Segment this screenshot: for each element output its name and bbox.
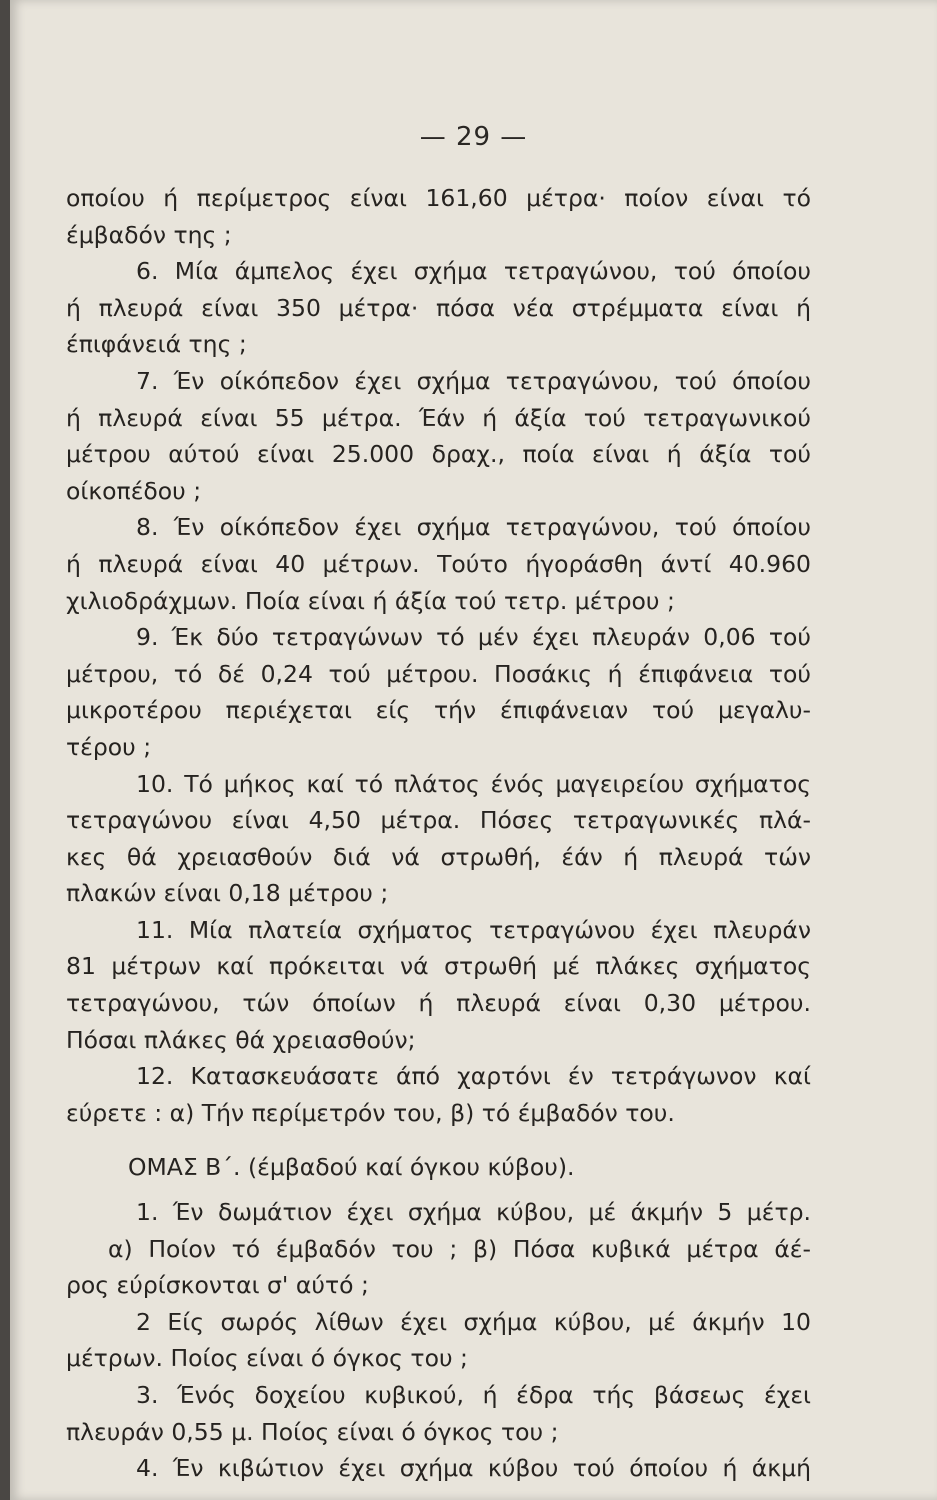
- text-line: πλακών είναι 0,18 μέτρου ;: [66, 879, 389, 908]
- page-number: — 29 —: [419, 122, 528, 152]
- text-line: χιλιοδράχμων. Ποία είναι ή άξία τού τετρ. μέτρου ;: [66, 586, 675, 615]
- text-line: 10. Τό μήκος καί τό πλάτος ένός μαγειρείου σχήματος: [136, 769, 811, 798]
- text-line: εύρετε : α) Τήν περίμετρόν του, β) τό έμβαδόν του.: [66, 1098, 675, 1127]
- text-line: έμβαδόν της ;: [66, 220, 232, 249]
- text-line: τέρου ;: [66, 732, 152, 761]
- text-line: 12. Κατασκευάσατε άπό χαρτόνι έν τετράγωνον καί: [136, 1062, 811, 1091]
- text-line: Πόσαι πλάκες θά χρειασθούν;: [66, 1025, 416, 1054]
- text-line: έπιφάνειά της ;: [66, 330, 247, 359]
- text-line: πλευράν 0,55 μ. Ποίος είναι ό όγκος του ;: [66, 1417, 559, 1446]
- text-line: ή πλευρά είναι 350 μέτρα· πόσα νέα στρέμματα είναι ή: [66, 293, 811, 322]
- text-line: οίκοπέδου ;: [66, 476, 202, 505]
- text-line: ή πλευρά είναι 40 μέτρων. Τούτο ήγοράσθη άντί 40.960: [66, 549, 811, 578]
- text-line: ρος εύρίσκονται σ' αύτό ;: [66, 1271, 369, 1300]
- text-line: 2 Είς σωρός λίθων έχει σχήμα κύβου, μέ άκμήν 10: [136, 1307, 811, 1336]
- text-line: 9. Έκ δύο τετραγώνων τό μέν έχει πλευράν 0,06 τού: [136, 623, 811, 652]
- text-line: κες θά χρειασθούν διά νά στρωθή, έάν ή πλευρά τών: [66, 842, 811, 871]
- text-line: 6. Μία άμπελος έχει σχήμα τετραγώνου, τού όποίου: [136, 257, 811, 286]
- text-line: 4. Έν κιβώτιον έχει σχήμα κύβου τού όποίου ή άκμή: [136, 1454, 811, 1483]
- text-line: μέτρου, τό δέ 0,24 τού μέτρου. Ποσάκις ή έπιφάνεια τού: [66, 659, 811, 688]
- book-page: [10, 0, 937, 1500]
- text-line: 11. Μία πλατεία σχήματος τετραγώνου έχει πλευράν: [136, 915, 811, 944]
- page-text: [66, 180, 811, 1487]
- text-line: μέτρου αύτού είναι 25.000 δραχ., ποία είναι ή άξία τού: [66, 440, 811, 469]
- section-heading: ΟΜΑΣ Β΄. (έμβαδού καί όγκου κύβου).: [128, 1153, 575, 1182]
- text-line: τετραγώνου, τών όποίων ή πλευρά είναι 0,30 μέτρου.: [66, 989, 811, 1018]
- text-line: 3. Ένός δοχείου κυβικού, ή έδρα τής βάσεως έχει: [136, 1381, 811, 1409]
- text-line: οποίου ή περίμετρος είναι 161,60 μέτρα· ποίον είναι τό: [66, 184, 811, 212]
- text-line: μέτρων. Ποίος είναι ό όγκος του ;: [66, 1344, 468, 1373]
- text-line: 7. Έν οίκόπεδον έχει σχήμα τετραγώνου, τού όποίου: [136, 366, 811, 395]
- text-line: μικροτέρου περιέχεται είς τήν έπιφάνειαν τού μεγαλυ-: [66, 696, 811, 725]
- text-line: 1. Έν δωμάτιον έχει σχήμα κύβου, μέ άκμήν 5 μέτρ.: [136, 1198, 811, 1227]
- text-line: 8. Έν οίκόπεδον έχει σχήμα τετραγώνου, τού όποίου: [136, 513, 811, 542]
- text-line: ή πλευρά είναι 55 μέτρα. Έάν ή άξία τού τετραγωνικού: [66, 403, 811, 432]
- text-line: τετραγώνου είναι 4,50 μέτρα. Πόσες τετραγωνικές πλά-: [66, 806, 811, 835]
- text-line: 81 μέτρων καί πρόκειται νά στρωθή μέ πλάκες σχήματος: [66, 952, 811, 981]
- text-line: α) Ποίον τό έμβαδόν του ; β) Πόσα κυβικά μέτρα άέ-: [108, 1234, 811, 1263]
